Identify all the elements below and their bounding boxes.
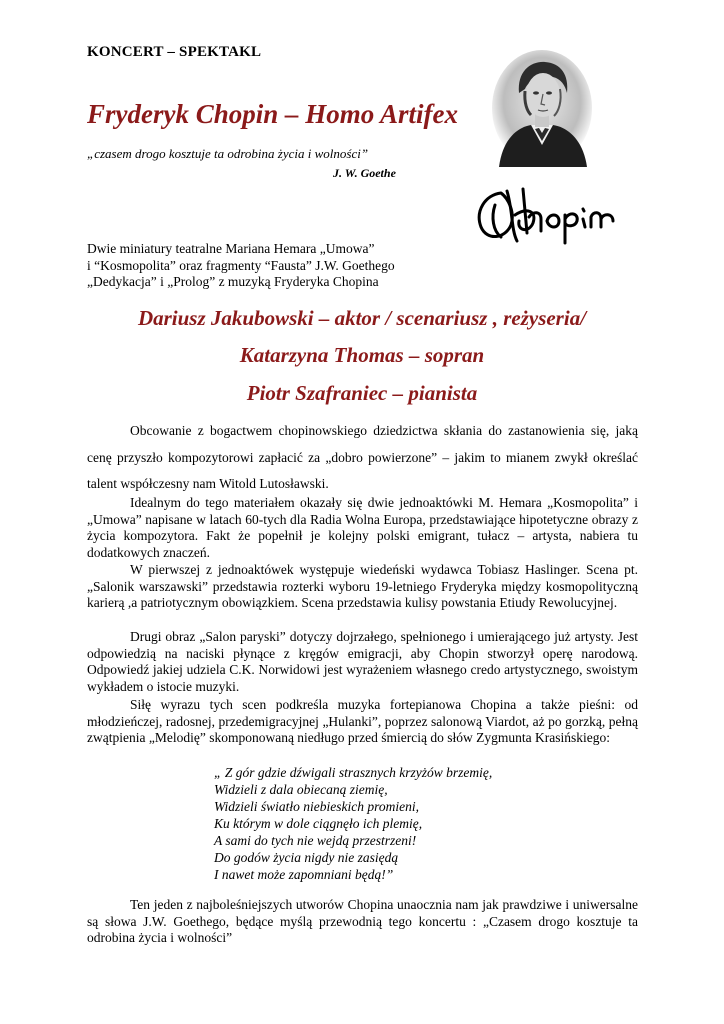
poem-line: Do godów życia nigdy nie zasiędą — [214, 850, 399, 865]
event-type-header: KONCERT – SPEKTAKL — [87, 44, 262, 60]
motto-author: J. W. Goethe — [333, 166, 396, 180]
page-title: Fryderyk Chopin – Homo Artifex — [87, 99, 459, 129]
intro-line: i “Kosmopolita” oraz fragmenty “Fausta” J.W. Goethego — [87, 257, 395, 273]
credit-actor: Dariusz Jakubowski – aktor / scenariusz , reżyseria/ — [137, 306, 587, 330]
paragraph: W pierwszej z jednoaktówek występuje wiedeński wydawca Tobiasz Haslinger. Scena pt. „Salonik warszawski” przedstawia rozterki wyboru 19-letniego Fryderyka między kosmopolityczną karierą ,a patriotycznym obowiązkiem. Scena przedstawia kulisy powstania Etiudy Rewolucyjnej. — [87, 562, 638, 610]
credit-pianist: Piotr Szafraniec – pianista — [246, 381, 478, 405]
poem-line: Ku którym w dole ciągnęło ich plemię, — [214, 816, 423, 831]
intro-text — [87, 241, 447, 291]
paragraph: Idealnym do tego materiałem okazały się dwie jednoaktówki M. Hemara „Kosmopolita” i „Umowa” napisane w latach 60-tych dla Radia Wolna Europa, przedstawiające hipotetyczne obrazy z życia kompozytora. Fakt że popełnił je kolejny polski emigrant, tułacz – artysta, nabiera tu dodatkowych znaczeń. — [87, 495, 638, 560]
paragraph: Siłę wyrazu tych scen podkreśla muzyka fortepianowa Chopina a także pieśni: od młodzieńczej, radosnej, przedemigracyjnej „Hulanki”, poprzez salonową Viardot, aż po gorzką, pełną zwątpienia „Melodię” skomponowaną niedługo przed śmiercią do słów Zygmunta Krasińskiego: — [87, 697, 638, 745]
poem-line: I nawet może zapomniani będą!” — [214, 867, 394, 882]
poem-line: Widzieli z dala obiecaną ziemię, — [214, 782, 388, 797]
chopin-signature-icon — [471, 181, 619, 248]
intro-line: „Dedykacja” i „Prolog” z muzyką Fryderyka Chopina — [87, 274, 379, 289]
motto-quote: „czasem drogo kosztuje ta odrobina życia i wolności” — [87, 146, 369, 161]
poem-quote — [214, 764, 492, 883]
poem-line: Widzieli światło niebieskich promieni, — [214, 799, 419, 814]
intro-line: Dwie miniatury teatralne Mariana Hemara „Umowa” — [87, 241, 375, 256]
credit-soprano: Katarzyna Thomas – sopran — [239, 343, 485, 367]
paragraph: Obcowanie z bogactwem chopinowskiego dziedzictwa skłania do zastanowienia się, jaką cenę przyszło kompozytorowi zapłacić za „dobro powierzone” – jakim to mianem zwykł określać talent współczesny nam Witold Lutosławski. — [87, 423, 638, 491]
paragraph: Ten jeden z najboleśniejszych utworów Chopina unaocznia nam jak prawdziwe i uniwersalne są słowa J.W. Goethego, będące myślą przewodnią tego koncertu : „Czasem drogo kosztuje ta odrobina życia i wolności” — [87, 897, 638, 945]
paragraph: Drugi obraz „Salon paryski” dotyczy dojrzałego, spełnionego i umierającego już artysty. Jest odpowiedzią na naciski płynące z kręgów emigracji, aby Chopin stworzył operę narodową. Odpowiedź jakiej udziela C.K. Norwidowi jest wyrażeniem własnego credo artystycznego, swoistym wykładem o istocie muzyki. — [87, 629, 638, 694]
chopin-portrait-icon — [491, 49, 593, 167]
poem-line: „ Z gór gdzie dźwigali strasznych krzyżów brzemię, — [214, 765, 493, 780]
poem-line: A sami do tych nie wejdą przestrzeni! — [214, 833, 417, 848]
